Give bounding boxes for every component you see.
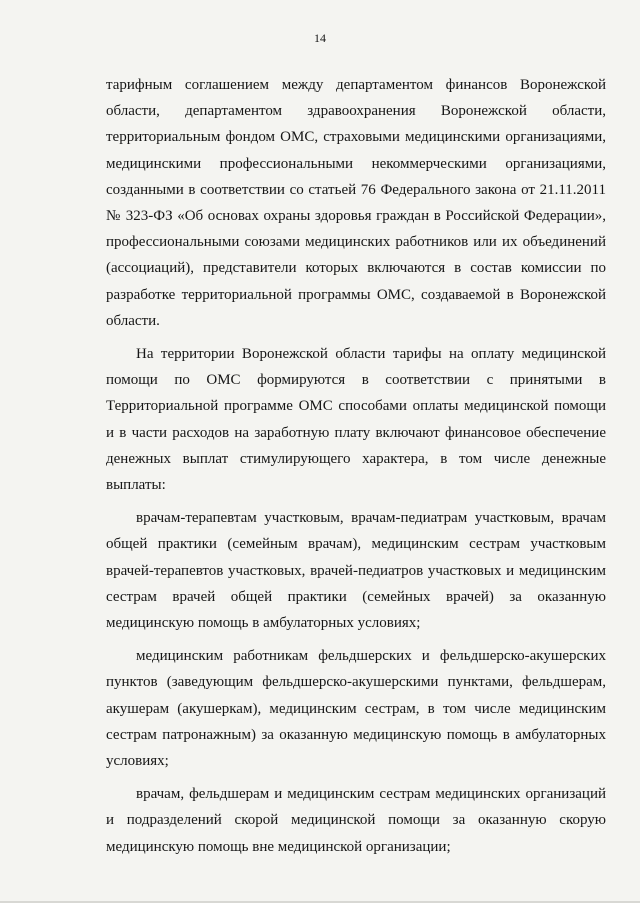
text-line: врачам-терапевтам участковым, врачам-педиатрам участковым, врачам [136,510,606,527]
text-line: медицинскую помощь в амбулаторных условиях; [106,615,421,632]
text-line: сестрам врачей общей практики (семейных врачей) за оказанную [106,588,606,605]
text-line: общей практики (семейным врачам), медицинским сестрам участковым [106,536,606,553]
paragraph-district-doctors [106,505,606,636]
text-line: денежных выплат стимулирующего характера, в том числе денежные [106,450,606,467]
text-line: пунктов (заведующим фельдшерско-акушерскими пунктами, фельдшерам, [106,674,606,691]
text-line: медицинскую помощь вне медицинской организации; [106,838,451,855]
paragraph-ambulance [106,781,606,860]
document-body [106,72,606,860]
text-line: акушерам (акушеркам), медицинским сестрам, в том числе медицинским [106,700,606,717]
text-line: Территориальной программе ОМС способами оплаты медицинской помощи [106,398,606,415]
paragraph-tariffs [106,341,606,498]
text-line: территориальным фондом ОМС, страховыми медицинскими организациями, [106,129,606,146]
text-line: помощи по ОМС формируются в соответствии с принятыми в [106,372,606,389]
text-line: На территории Воронежской области тарифы на оплату медицинской [136,346,606,363]
text-line: условиях; [106,753,169,770]
text-line: сестрам патронажным) за оказанную медицинскую помощь в амбулаторных [106,726,606,743]
text-line: области, департаментом здравоохранения Воронежской области, [106,103,606,120]
paragraph-continuation [106,72,606,334]
text-line: области. [106,312,160,329]
text-line: врачам, фельдшерам и медицинским сестрам медицинских организаций [136,786,606,803]
text-line: разработке территориальной программы ОМС, создаваемой в Воронежской [106,286,606,303]
paragraph-feldsher-points [106,643,606,774]
text-line: медицинским работникам фельдшерских и фельдшерско-акушерских [136,648,606,665]
text-line: профессиональными союзами медицинских работников или их объединений [106,234,606,251]
text-line: медицинскими профессиональными некоммерческими организациями, [106,155,606,172]
text-line: (ассоциаций), представители которых включаются в состав комиссии по [106,260,606,277]
text-line: созданными в соответствии со статьей 76 Федерального закона от 21.11.2011 [106,181,606,198]
text-line: врачей-терапевтов участковых, врачей-педиатров участковых и медицинским [106,562,606,579]
text-line: № 323-ФЗ «Об основах охраны здоровья граждан в Российской Федерации», [106,208,606,225]
text-line: и в части расходов на заработную плату включают финансовое обеспечение [106,424,606,441]
text-line: выплаты: [106,477,166,494]
text-line: тарифным соглашением между департаментом финансов Воронежской [106,77,606,93]
page-number: 14 [314,31,326,45]
text-line: и подразделений скорой медицинской помощи за оказанную скорую [106,812,606,829]
